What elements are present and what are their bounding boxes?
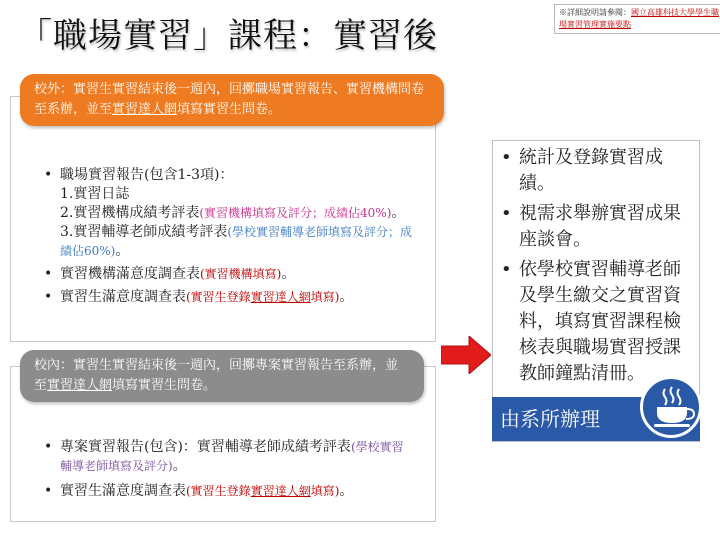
inside-item2-note-1: (實習生登錄 — [186, 484, 251, 498]
outside-item1-sub2-end: 。 — [391, 205, 406, 221]
outside-item3-note-1: (實習生登錄 — [186, 290, 251, 304]
outside-item1-sub1: 1.實習日誌 — [60, 186, 130, 202]
outside-item2: 實習機構滿意度調查表 — [60, 266, 200, 282]
list-item — [44, 265, 414, 284]
inside-item2-note-2: 填寫) — [310, 484, 340, 498]
outside-banner — [20, 74, 444, 126]
inside-item1-note: (學校實習輔導老師填寫及評分) — [60, 440, 404, 473]
outside-item1-sub3-note: (學校實習輔導老師填寫及評分；成績佔60%) — [60, 225, 413, 258]
bullet-icon: • — [501, 147, 512, 168]
outside-item3-note-2: 填寫) — [310, 290, 340, 304]
outside-item1-sub3-end: 。 — [115, 243, 130, 259]
outside-item1-sub3: 3.實習輔導老師成績考評表 — [60, 224, 228, 240]
note-prefix: ※詳細說明請參閱： — [559, 8, 631, 17]
inside-item2-note-link[interactable]: 實習達人網 — [250, 484, 311, 498]
outside-item3-note-link[interactable]: 實習達人網 — [250, 290, 311, 304]
outside-item3: 實習生滿意度調查表 — [60, 289, 186, 305]
outside-item1-sub2: 2.實習機構成績考評表 — [60, 205, 200, 221]
inside-item1: 專案實習報告(包含)：實習輔導老師成績考評表 — [60, 439, 351, 455]
bullet-icon: • — [501, 203, 512, 224]
outside-item1-sub2-note: (實習機構填寫及評分；成績佔40%) — [199, 206, 392, 220]
inside-banner-text-2: 填寫實習生問卷。 — [112, 378, 217, 393]
list-item — [44, 166, 414, 261]
outside-list — [44, 166, 414, 307]
inside-item1-end: 。 — [172, 458, 187, 474]
bullet-icon: • — [44, 167, 53, 183]
outside-banner-text-2: 填寫實習生問卷。 — [177, 102, 282, 117]
outside-item1-label: 職場實習報告(包含1-3項)： — [60, 167, 234, 183]
right-arrow-icon — [441, 336, 491, 374]
outside-item2-end: 。 — [281, 266, 296, 282]
inside-banner-text-1: 校內：實習生實習結束後一週內，回擲專案實習報告至系辦，並至 — [34, 358, 399, 393]
department-item-1: 統計及登錄實習成績。 — [519, 147, 663, 194]
outside-item3-note — [186, 290, 339, 304]
bullet-icon: • — [44, 483, 53, 499]
bullet-icon: • — [501, 259, 512, 280]
department-item-3: 依學校實習輔導老師及學生繳交之實習資料，填寫實習課程檢核表與職場實習授課教師鐘點清冊。 — [519, 259, 681, 384]
note-link[interactable]: 國立高雄科技大學學生職場實習管理實施要點 — [559, 8, 719, 29]
list-item — [499, 145, 689, 197]
inside-item2-note — [186, 484, 339, 498]
list-item — [44, 482, 414, 501]
list-item — [44, 288, 414, 307]
outside-item3-end: 。 — [339, 289, 354, 305]
inside-item2-end: 。 — [339, 483, 354, 499]
department-list — [499, 145, 689, 391]
inside-list — [44, 438, 414, 501]
inside-banner-link[interactable]: 實習達人網 — [47, 378, 113, 393]
list-item — [499, 201, 689, 253]
outside-item2-note: (實習機構填寫) — [200, 267, 282, 281]
coffee-cup-icon — [643, 379, 699, 435]
inside-item2: 實習生滿意度調查表 — [60, 483, 186, 499]
list-item — [499, 257, 689, 387]
list-item — [44, 438, 414, 476]
bullet-icon: • — [44, 266, 53, 282]
outside-banner-text-1: 校外：實習生實習結束後一週內，回擲職場實習報告、實習機構問卷至系辦，並至 — [34, 82, 425, 117]
reference-note — [554, 4, 720, 34]
page-title: 「職場實習」課程：實習後 — [18, 16, 438, 56]
bullet-icon: • — [44, 289, 53, 305]
coffee-cup-icon — [640, 376, 702, 438]
outside-banner-link[interactable]: 實習達人網 — [112, 102, 178, 117]
department-band: 由系所辦理 — [492, 397, 700, 441]
department-item-2: 視需求舉辦實習成果座談會。 — [519, 203, 681, 250]
inside-banner — [20, 350, 424, 402]
bullet-icon: • — [44, 439, 53, 455]
